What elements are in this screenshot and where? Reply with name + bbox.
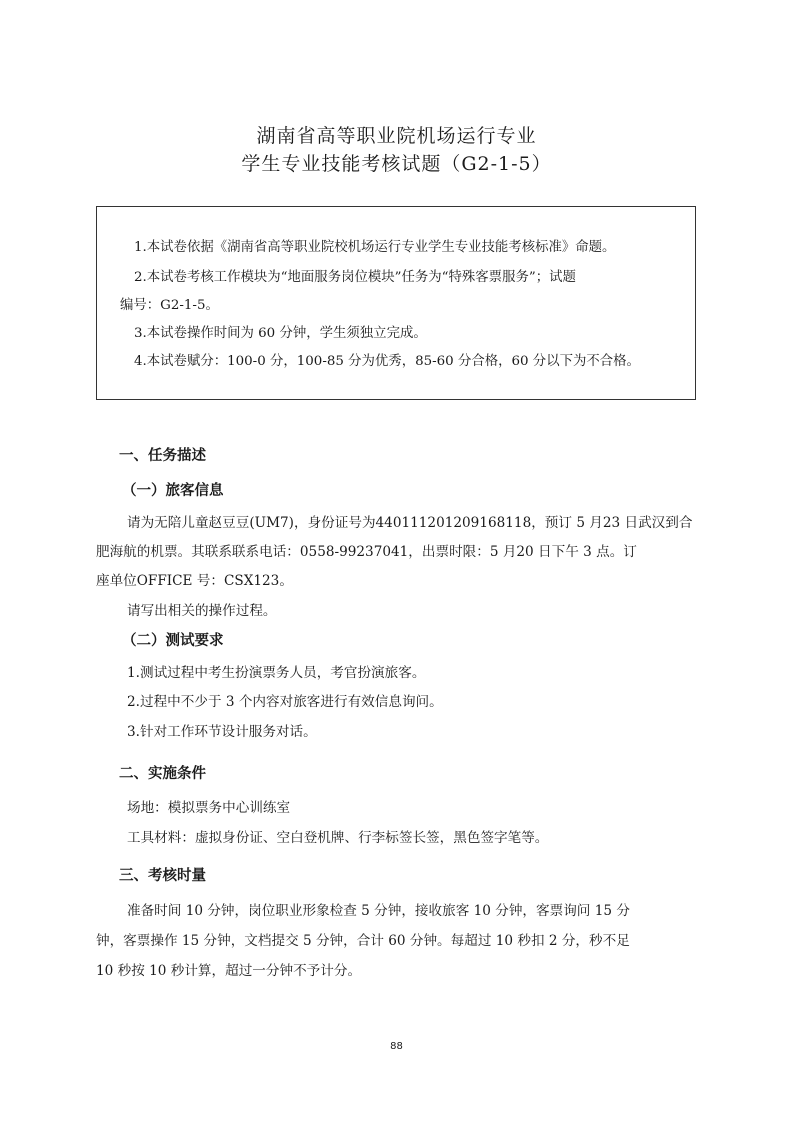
- section-heading-task: 一、任务描述: [119, 448, 206, 464]
- passenger-info-line3: 座单位OFFICE 号：CSX123。: [96, 573, 293, 589]
- subsection-heading-requirements: （二）测试要求: [122, 633, 224, 649]
- notice-box: [96, 206, 696, 400]
- passenger-info-line1: 请为无陪儿童赵豆豆(UM7)，身份证号为440111201209168118，预订 5 月23 日武汉到合: [127, 515, 693, 531]
- time-line1: 准备时间 10 分钟，岗位职业形象检查 5 分钟，接收旅客 10 分钟，客票询问 15 分: [127, 903, 630, 919]
- time-line3: 10 秒按 10 秒计算，超过一分钟不予计分。: [96, 963, 362, 979]
- document-title-line1: 湖南省高等职业院机场运行专业: [256, 125, 537, 147]
- section-heading-conditions: 二、实施条件: [119, 766, 206, 782]
- notice-item-3: 3.本试卷操作时间为 60 分钟，学生须独立完成。: [134, 326, 427, 341]
- notice-item-4: 4.本试卷赋分：100-0 分，100-85 分为优秀，85-60 分合格，60 分以下为不合格。: [134, 354, 640, 369]
- passenger-info-line2: 肥海航的机票。其联系联系电话：0558-99237041，出票时限：5 月20 日下午 3 点。订: [96, 544, 637, 560]
- page-number: 88: [390, 1041, 403, 1052]
- requirement-2: 2.过程中不少于 3 个内容对旅客进行有效信息询问。: [127, 694, 443, 710]
- requirement-3: 3.针对工作环节设计服务对话。: [127, 724, 317, 740]
- subsection-heading-passenger: （一）旅客信息: [122, 483, 224, 499]
- conditions-venue: 场地：模拟票务中心训练室: [127, 800, 291, 816]
- notice-item-2-cont: 编号：G2-1-5。: [120, 298, 219, 313]
- document-title-line2: 学生专业技能考核试题（G2-1-5）: [241, 153, 552, 175]
- conditions-tools: 工具材料：虚拟身份证、空白登机牌、行李标签长签，黑色签字笔等。: [127, 830, 549, 846]
- notice-item-2: 2.本试卷考核工作模块为“地面服务岗位模块”任务为“特殊客票服务”；试题: [134, 270, 576, 285]
- time-line2: 钟，客票操作 15 分钟，文档提交 5 分钟，合计 60 分钟。每超过 10 秒扣 2 分，秒不足: [96, 933, 630, 949]
- passenger-info-instruction: 请写出相关的操作过程。: [127, 603, 277, 619]
- requirement-1: 1.测试过程中考生扮演票务人员，考官扮演旅客。: [127, 665, 426, 681]
- notice-item-1: 1.本试卷依据《湖南省高等职业院校机场运行专业学生专业技能考核标准》命题。: [134, 240, 616, 255]
- section-heading-time: 三、考核时量: [119, 868, 206, 884]
